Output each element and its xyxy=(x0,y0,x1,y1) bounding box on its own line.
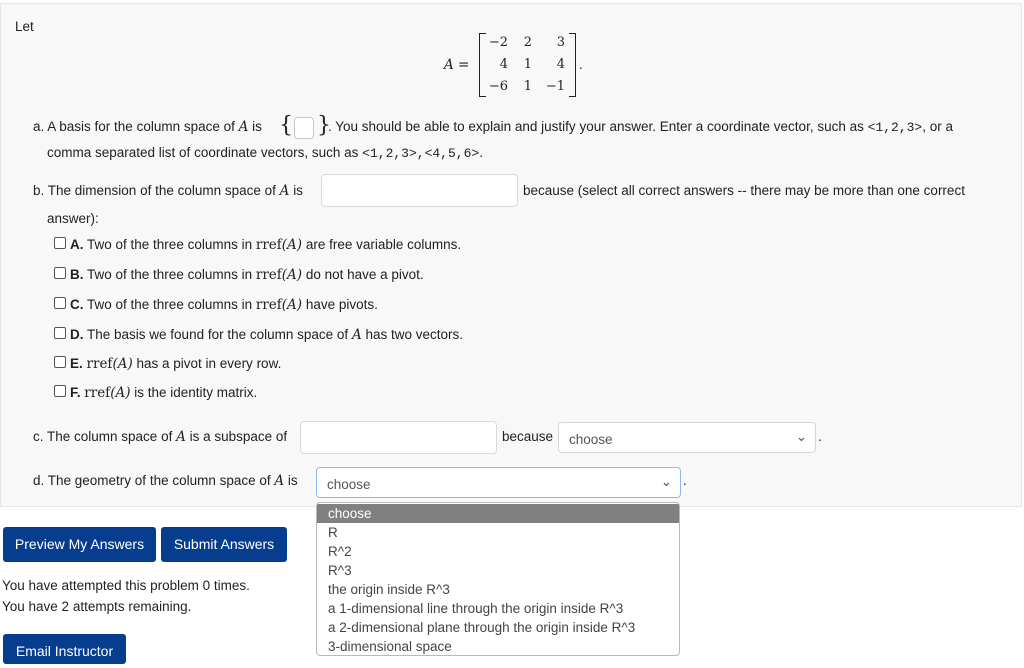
part-b-prefix xyxy=(33,183,303,199)
part-a-line2-text: comma separated list of coordinate vectors, such as xyxy=(47,145,359,160)
part-a-prefix xyxy=(33,119,262,135)
chevron-down-icon: ⌄ xyxy=(660,474,672,489)
part-c-because: because xyxy=(502,429,554,444)
email-instructor-button[interactable]: Email Instructor xyxy=(3,634,126,664)
part-a-var: A xyxy=(238,119,249,135)
part-a-line2 xyxy=(47,145,483,161)
option-fn: rref xyxy=(255,237,282,253)
attempts-line-1: You have attempted this problem 0 times. xyxy=(2,578,250,593)
option-d xyxy=(70,327,463,343)
option-c xyxy=(70,297,378,313)
option-text: have pivots. xyxy=(305,297,378,312)
part-b-answer: answer): xyxy=(47,211,99,226)
dropdown-option[interactable]: R xyxy=(328,525,338,540)
part-b-is: is xyxy=(293,183,303,198)
option-letter: C. xyxy=(70,297,84,312)
dimension-input[interactable] xyxy=(321,174,518,207)
matrix-right-bracket xyxy=(569,33,576,97)
option-text: Two of the three columns in xyxy=(87,267,253,282)
matrix-cell: −2 xyxy=(488,35,508,50)
checkbox-f[interactable] xyxy=(54,385,66,397)
part-b-because: because (select all correct answers -- there may be more than one correct xyxy=(523,183,965,198)
checkbox-c[interactable] xyxy=(54,297,66,309)
part-c-select[interactable] xyxy=(558,422,816,453)
part-b-text: b. The dimension of the column space of xyxy=(33,183,276,198)
matrix-cell: −6 xyxy=(488,79,508,94)
option-arg: A xyxy=(351,327,362,343)
submit-answers-button[interactable]: Submit Answers xyxy=(161,527,287,562)
option-letter: F. xyxy=(70,385,81,400)
part-a-text: a. A basis for the column space of xyxy=(33,119,235,134)
option-letter: E. xyxy=(70,356,83,371)
option-letter: B. xyxy=(70,267,84,282)
part-c-var: A xyxy=(176,429,186,445)
part-a-is: is xyxy=(252,119,262,134)
option-e xyxy=(70,356,281,372)
option-text: has a pivot in every row. xyxy=(136,356,282,371)
checkbox-e[interactable] xyxy=(54,356,66,368)
matrix-equation xyxy=(444,57,469,73)
matrix-cell: −1 xyxy=(545,79,565,94)
option-arg: (A) xyxy=(281,237,303,253)
part-c-prefix xyxy=(33,429,287,445)
option-text: Two of the three columns in xyxy=(87,237,253,252)
chevron-down-icon: ⌄ xyxy=(795,429,807,444)
part-d-period: . xyxy=(683,473,687,488)
checkbox-a[interactable] xyxy=(54,237,66,249)
example-vector-list: <1,2,3>,<4,5,6> xyxy=(362,146,480,161)
matrix-label: A = xyxy=(444,57,470,73)
option-letter: A. xyxy=(70,237,84,252)
option-fn: rref xyxy=(86,356,113,372)
matrix-cell: 3 xyxy=(556,35,565,50)
part-a-period: . xyxy=(479,145,483,160)
dropdown-option[interactable]: choose xyxy=(317,504,679,523)
option-arg: (A) xyxy=(110,385,131,401)
part-d-select-value: choose xyxy=(327,477,371,492)
dropdown-option[interactable]: the origin inside R^3 xyxy=(328,582,450,597)
part-d-select[interactable] xyxy=(316,467,681,498)
attempts-line-2: You have 2 attempts remaining. xyxy=(2,599,192,614)
preview-answers-button[interactable]: Preview My Answers xyxy=(3,527,156,562)
matrix-cell: 1 xyxy=(523,79,532,94)
option-arg: (A) xyxy=(281,267,303,283)
part-d-prefix xyxy=(33,473,298,489)
option-arg: (A) xyxy=(281,297,303,313)
option-text: do not have a pivot. xyxy=(305,267,424,282)
geometry-dropdown-list xyxy=(316,502,680,656)
matrix-cell: 2 xyxy=(523,35,532,50)
option-text: The basis we found for the column space of xyxy=(87,327,349,342)
part-a-suffix: . You should be able to explain and justify your answer. Enter a coordinate vector, such as xyxy=(328,119,864,134)
part-a-instructions xyxy=(328,119,953,135)
option-text: Two of the three columns in xyxy=(87,297,253,312)
option-text: is the identity matrix. xyxy=(134,385,258,400)
option-arg: (A) xyxy=(112,356,133,372)
dropdown-option[interactable]: R^3 xyxy=(328,563,352,578)
subspace-input[interactable] xyxy=(300,421,497,454)
part-d-var: A xyxy=(274,473,285,489)
dropdown-option[interactable]: R^2 xyxy=(328,544,352,559)
option-b xyxy=(70,267,424,283)
part-a-or: , or a xyxy=(922,119,953,134)
close-brace: } xyxy=(317,113,331,138)
part-d-is: is xyxy=(287,473,298,488)
part-c-select-value: choose xyxy=(569,432,613,447)
option-a xyxy=(70,237,461,253)
matrix-period: . xyxy=(579,57,583,72)
option-text: are free variable columns. xyxy=(305,237,462,252)
matrix-cell: 1 xyxy=(523,57,532,72)
option-f xyxy=(70,385,257,401)
part-d-text: d. The geometry of the column space of xyxy=(33,473,271,488)
basis-input[interactable] xyxy=(294,117,314,139)
option-fn: rref xyxy=(255,267,282,283)
checkbox-d[interactable] xyxy=(54,327,66,339)
option-fn: rref xyxy=(255,297,282,313)
option-fn: rref xyxy=(84,385,111,401)
dropdown-option[interactable]: 3-dimensional space xyxy=(328,639,452,654)
option-letter: D. xyxy=(70,327,84,342)
intro-text: Let xyxy=(15,19,34,34)
checkbox-b[interactable] xyxy=(54,267,66,279)
open-brace: { xyxy=(279,113,293,138)
part-c-text: c. The column space of xyxy=(33,429,173,444)
example-vector: <1,2,3> xyxy=(867,120,923,135)
matrix-cell: 4 xyxy=(556,57,565,72)
dropdown-option[interactable]: a 2-dimensional plane through the origin inside R^3 xyxy=(328,620,636,635)
dropdown-option[interactable]: a 1-dimensional line through the origin inside R^3 xyxy=(328,601,624,616)
matrix-grid xyxy=(486,33,570,97)
option-text: has two vectors. xyxy=(365,327,463,342)
part-c-period: . xyxy=(818,429,822,444)
part-b-var: A xyxy=(279,183,290,199)
part-c-suffix: is a subspace of xyxy=(189,429,288,444)
matrix-cell: 4 xyxy=(499,57,508,72)
